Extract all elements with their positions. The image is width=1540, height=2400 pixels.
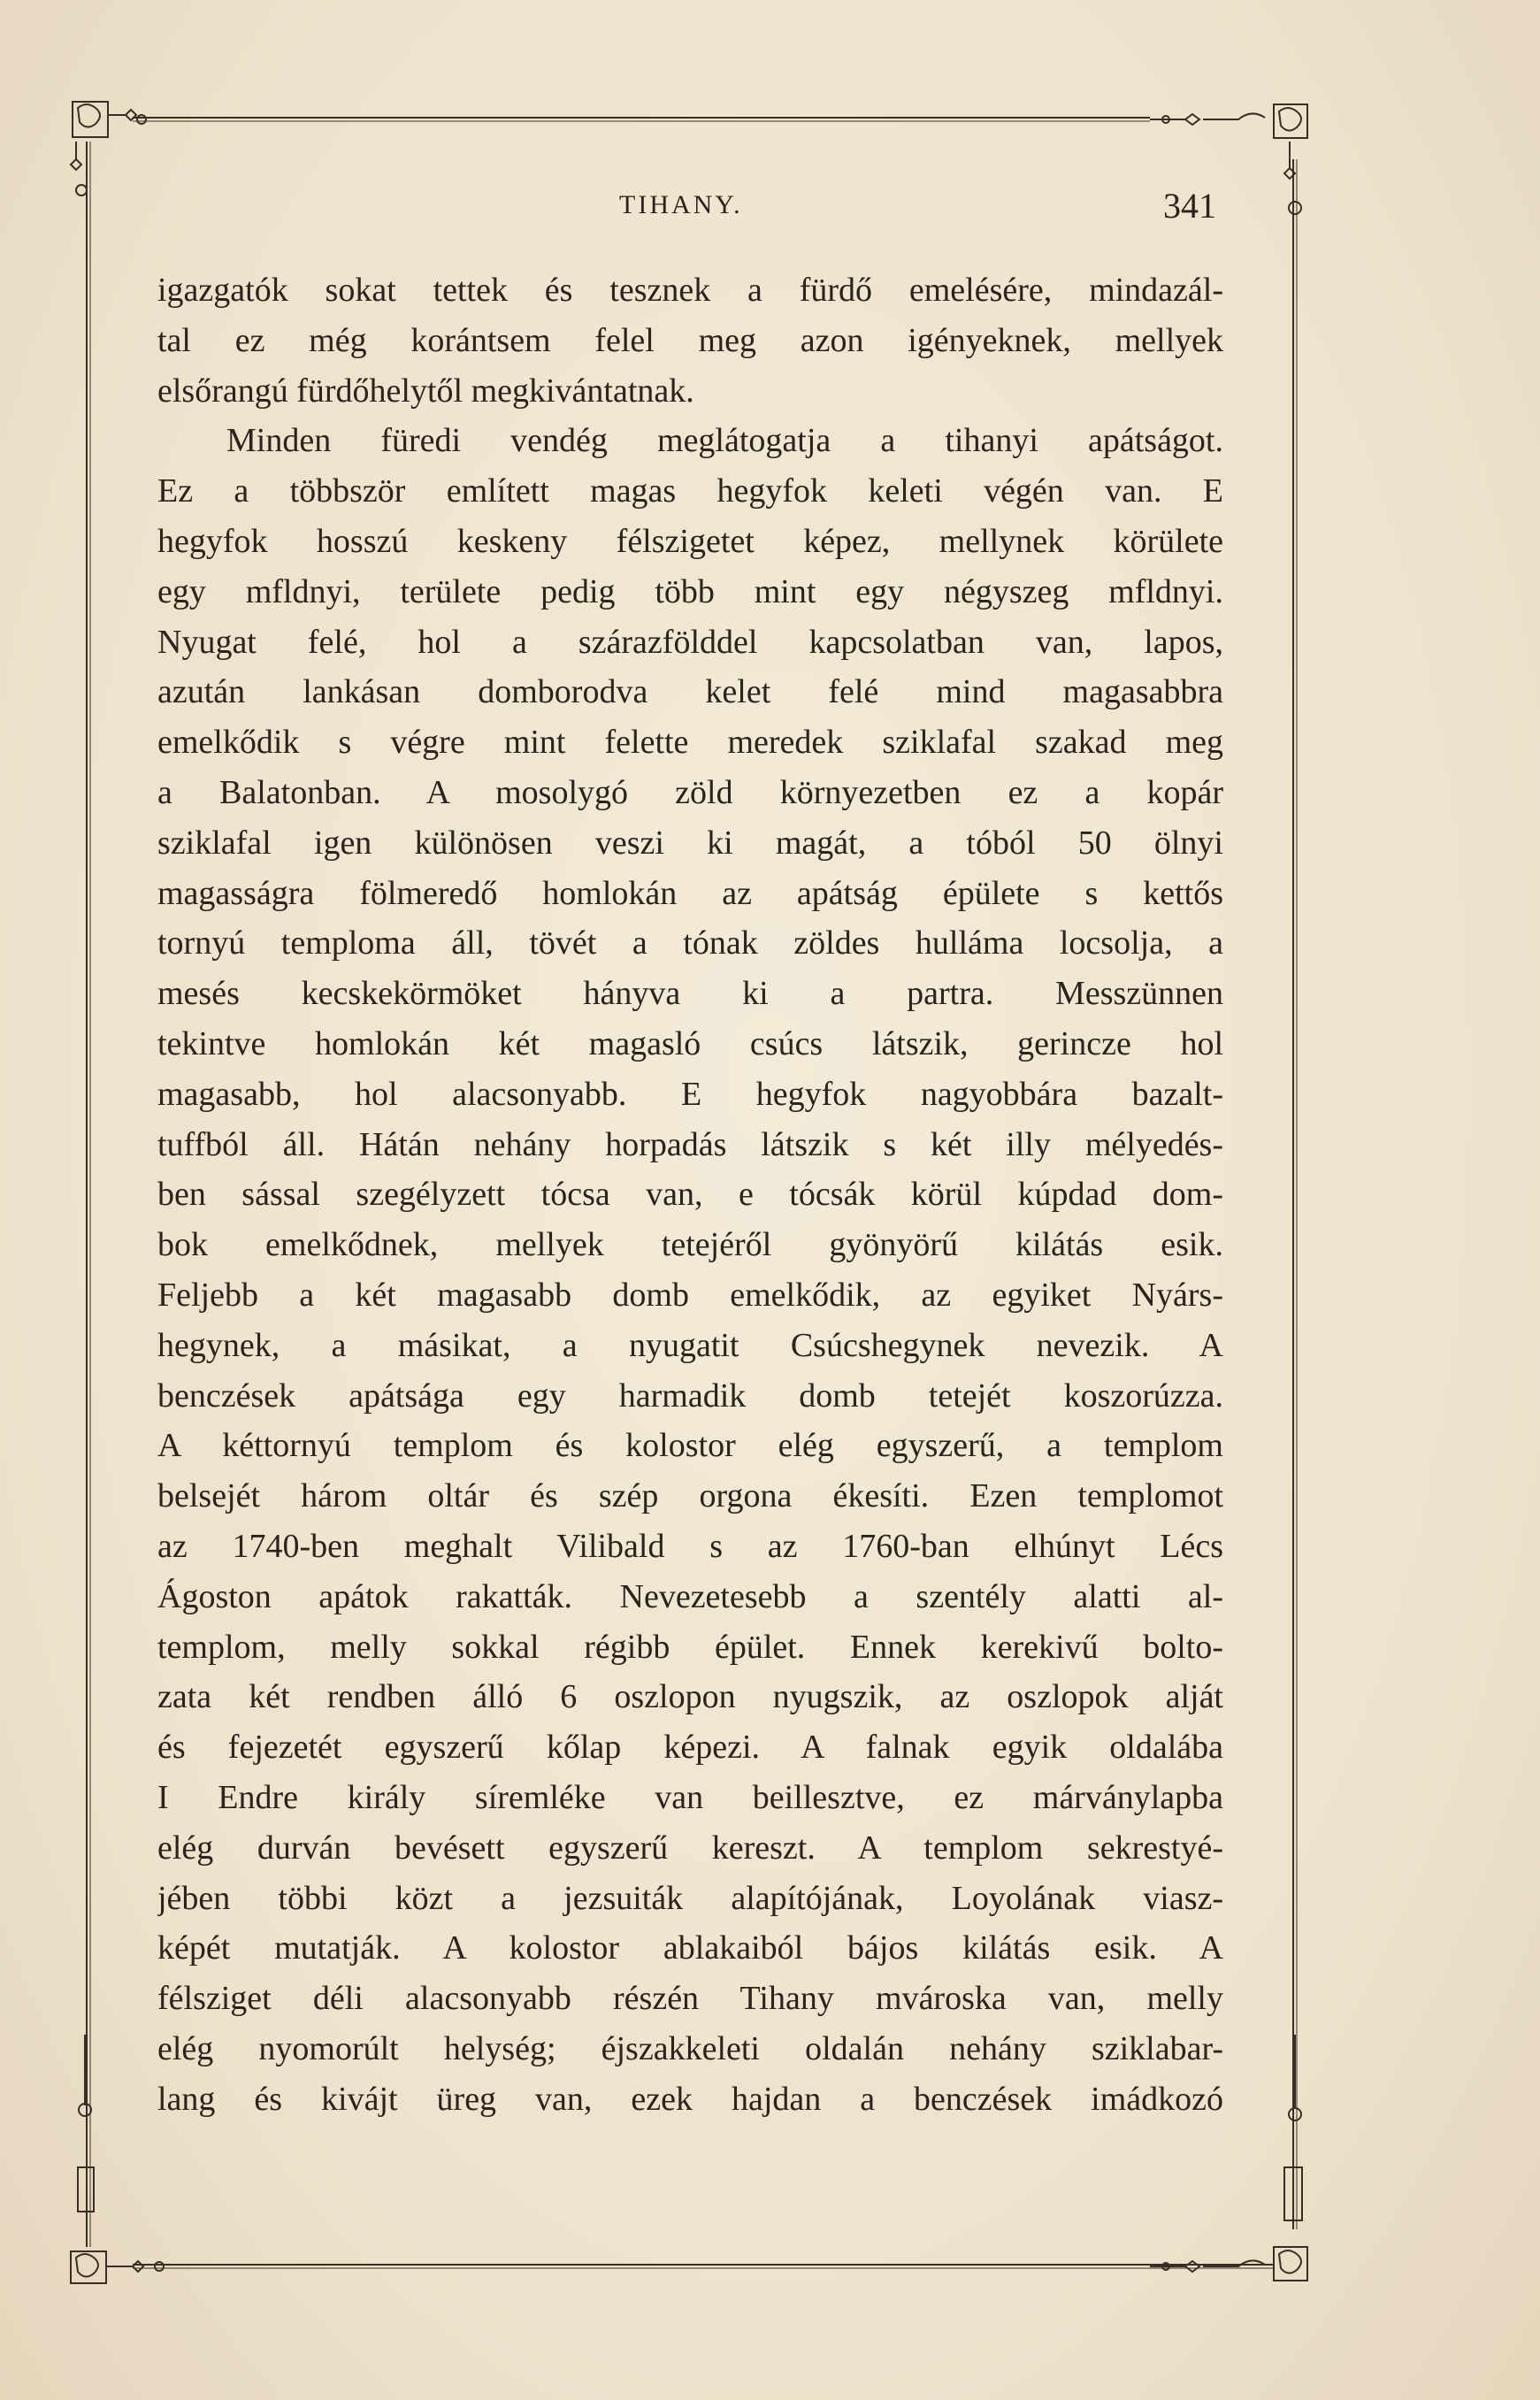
text-line: egy mfldnyi, területe pedig több mint egy négyszeg mfldnyi. (157, 572, 1223, 610)
text-line: magasabb, hol alacsonyabb. E hegyfok nagyobbára bazalt- (157, 1075, 1223, 1113)
body-text (157, 265, 1223, 2124)
text-line: tornyú temploma áll, tövét a tónak zöldes hulláma locsolja, a (157, 924, 1223, 962)
text-line: templom, melly sokkal régibb épület. Ennek kerekivű bolto- (157, 1628, 1223, 1666)
text-line: emelkődik s végre mint felette meredek sziklafal szakad meg (157, 724, 1223, 762)
text-line: és fejezetét egyszerű kőlap képezi. A falnak egyik oldalába (157, 1729, 1223, 1767)
text-line: Nyugat felé, hol a szárazfölddel kapcsolatban van, lapos, (157, 623, 1223, 661)
text-line: I Endre király síremléke van beillesztve, ez márványlapba (157, 1778, 1223, 1816)
text-line: elég durván bevésett egyszerű kereszt. A templom sekrestyé- (157, 1829, 1223, 1867)
text-line: ben sással szegélyzett tócsa van, e tócsák körül kúpdad dom- (157, 1176, 1223, 1214)
page-number: 341 (1163, 186, 1216, 226)
text-line: tuffból áll. Hátán nehány horpadás látszik s két illy mélyedés- (157, 1125, 1223, 1163)
corner-ornament-top-left (71, 102, 146, 196)
text-line: félsziget déli alacsonyabb részén Tihany mvároska van, melly (157, 1980, 1223, 2018)
corner-ornament-bottom-left (71, 2035, 164, 2283)
text-line: tekintve homlokán két magasló csúcs látszik, gerincze hol (157, 1024, 1223, 1062)
text-line: zata két rendben álló 6 oszlopon nyugszik, az oszlopok alját (157, 1678, 1223, 1716)
text-line: Ágoston apátok rakatták. Nevezetesebb a szentély alatti al- (157, 1577, 1223, 1615)
text-line: jében többi közt a jezsuiták alapítójának, Loyolának viasz- (157, 1879, 1223, 1917)
text-line: Feljebb a két magasabb domb emelkődik, az egyiket Nyárs- (157, 1276, 1223, 1314)
text-line: sziklafal igen különösen veszi ki magát, a tóból 50 ölnyi (157, 824, 1223, 862)
text-line: tal ez még korántsem felel meg azon igényeknek, mellyek (157, 321, 1223, 359)
running-title: TIHANY. (619, 190, 743, 219)
text-line: azután lankásan domborodva kelet felé mind magasabbra (157, 673, 1223, 711)
text-line: elsőrangú fürdőhelytől megkivántatnak. (157, 372, 694, 410)
text-line: az 1740-ben meghalt Vilibald s az 1760-ban elhúnyt Lécs (157, 1527, 1223, 1565)
text-line: igazgatók sokat tettek és tesznek a fürdő emelésére, mindazál- (157, 272, 1223, 309)
text-line: bok emelkődnek, mellyek tetejéről gyönyörű kilátás esik. (157, 1226, 1223, 1264)
text-line: mesés kecskekörmöket hányva ki a partra. Messzünnen (157, 975, 1223, 1013)
text-line: hegynek, a másikat, a nyugatit Csúcshegynek nevezik. A (157, 1326, 1223, 1364)
text-line: elég nyomorúlt helység; éjszakkeleti oldalán nehány sziklabar- (157, 2029, 1223, 2067)
text-line: magasságra fölmeredő homlokán az apátság épülete s kettős (157, 874, 1223, 912)
text-line: képét mutatják. A kolostor ablakaiból bájos kilátás esik. A (157, 1929, 1223, 1967)
text-line: benczések apátsága egy harmadik domb tetejét koszorúzza. (157, 1376, 1223, 1415)
text-line: hegyfok hosszú keskeny félszigetet képez, mellynek körülete (157, 522, 1223, 560)
text-line: Minden füredi vendég meglátogatja a tihanyi apátságot. (226, 422, 1223, 460)
text-line: lang és kivájt üreg van, ezek hajdan a benczések imádkozó (157, 2080, 1223, 2118)
text-line: A kéttornyú templom és kolostor elég egyszerű, a templom (157, 1427, 1223, 1465)
text-line: belsejét három oltár és szép orgona ékesíti. Ezen templomot (157, 1477, 1223, 1515)
text-line: Ez a többször említett magas hegyfok keleti végén van. E (157, 472, 1223, 510)
text-line: a Balatonban. A mosolygó zöld környezetben ez a kopár (157, 773, 1223, 811)
page-header (0, 186, 1540, 243)
